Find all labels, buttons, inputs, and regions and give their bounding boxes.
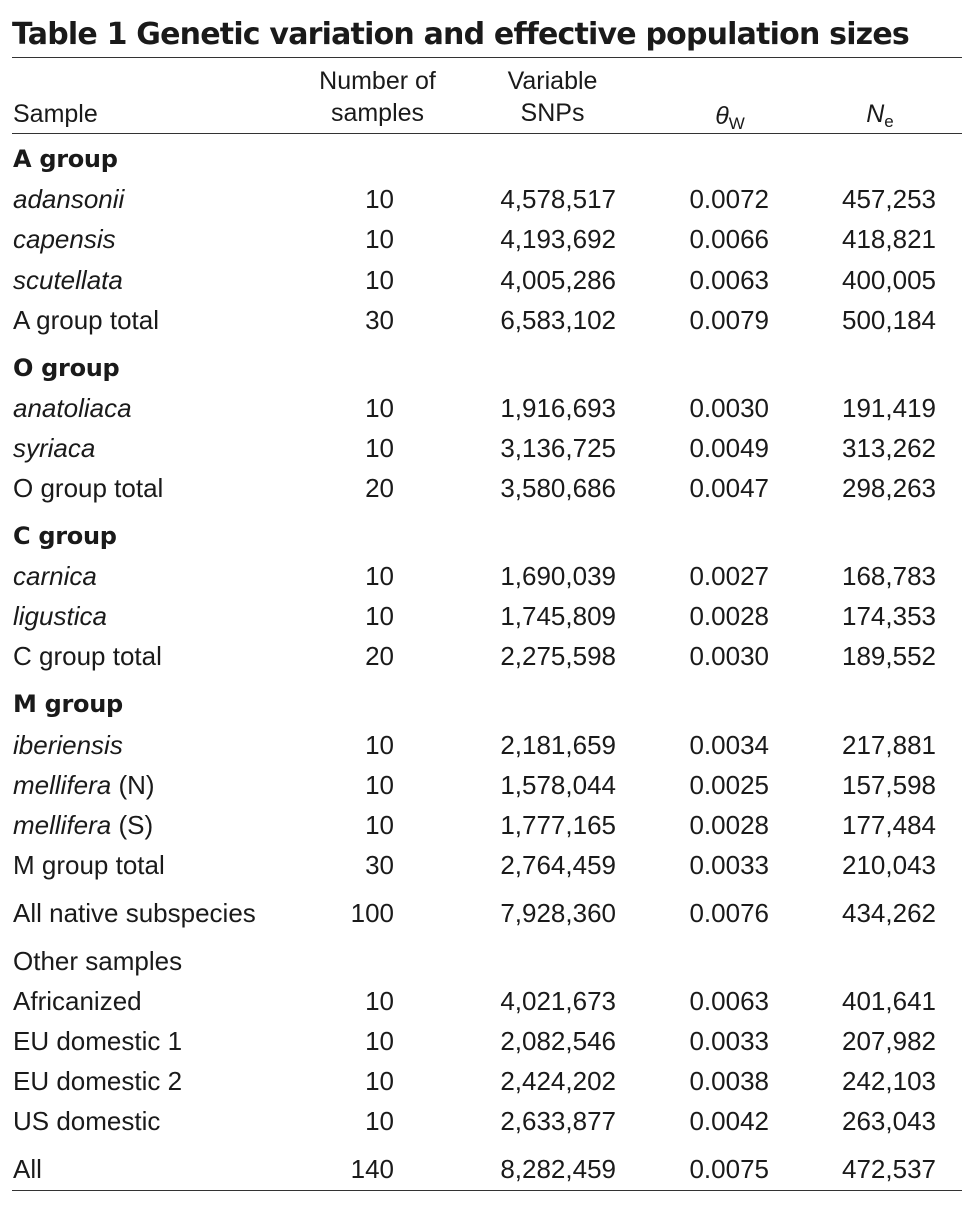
- sample-name: anatoliaca: [13, 393, 132, 423]
- sample-name-italic: mellifera: [13, 770, 112, 800]
- sample-count: 10: [365, 433, 394, 463]
- theta-w-value: 0.0030: [689, 641, 769, 671]
- ne-value: 242,103: [842, 1066, 936, 1096]
- variable-snps-value: 2,082,546: [500, 1026, 616, 1056]
- ne-value: 313,262: [842, 433, 936, 463]
- sample-name: A group total: [13, 305, 159, 335]
- sample-count: 10: [365, 224, 394, 254]
- group-header: O group: [13, 354, 120, 382]
- sample-name: [13, 769, 155, 801]
- sample-name: ligustica: [13, 601, 107, 631]
- ne-value: 210,043: [842, 850, 936, 880]
- variable-snps-value: 1,690,039: [500, 561, 616, 591]
- ne-value: 189,552: [842, 641, 936, 671]
- theta-w-value: 0.0028: [689, 601, 769, 631]
- sample-count: 10: [365, 986, 394, 1016]
- sample-name: adansonii: [13, 184, 125, 214]
- variable-snps-value: 4,021,673: [500, 986, 616, 1016]
- sample-count: 10: [365, 601, 394, 631]
- theta-w-value: 0.0034: [689, 730, 769, 760]
- table-title: Table 1 Genetic variation and effective population sizes: [12, 17, 909, 52]
- ne-value: 207,982: [842, 1026, 936, 1056]
- ne-value: 400,005: [842, 265, 936, 295]
- header-variable-snps: [480, 65, 625, 129]
- theta-w-value: 0.0033: [689, 1026, 769, 1056]
- sample-name: scutellata: [13, 265, 123, 295]
- theta-w-value: 0.0042: [689, 1106, 769, 1136]
- ne-value: 177,484: [842, 810, 936, 840]
- variable-snps-value: 1,578,044: [500, 770, 616, 800]
- theta-w-value: 0.0066: [689, 224, 769, 254]
- theta-w-value: 0.0072: [689, 184, 769, 214]
- theta-w-value: 0.0038: [689, 1066, 769, 1096]
- variable-snps-value: 6,583,102: [500, 305, 616, 335]
- theta-subscript: W: [728, 114, 745, 133]
- variable-snps-value: 7,928,360: [500, 898, 616, 928]
- variable-snps-value: 3,136,725: [500, 433, 616, 463]
- theta-symbol: θ: [715, 102, 729, 130]
- sample-count: 10: [365, 810, 394, 840]
- sample-name: capensis: [13, 224, 116, 254]
- sample-name: Africanized: [13, 986, 142, 1016]
- sample-name: All native subspecies: [13, 898, 256, 928]
- header-sample: Sample: [13, 100, 98, 128]
- sample-name: EU domestic 1: [13, 1026, 183, 1056]
- theta-w-value: 0.0079: [689, 305, 769, 335]
- sample-count: 10: [365, 184, 394, 214]
- header-theta-w: [690, 100, 770, 132]
- theta-w-value: 0.0028: [689, 810, 769, 840]
- ne-subscript: e: [884, 112, 894, 131]
- ne-value: 418,821: [842, 224, 936, 254]
- sample-count: 20: [365, 641, 394, 671]
- theta-w-value: 0.0027: [689, 561, 769, 591]
- sample-count: 100: [350, 898, 394, 928]
- theta-w-value: 0.0049: [689, 433, 769, 463]
- variable-snps-value: 4,005,286: [500, 265, 616, 295]
- sample-name: US domestic: [13, 1106, 161, 1136]
- sample-name-suffix: (S): [111, 810, 154, 840]
- sample-count: 10: [365, 393, 394, 423]
- theta-w-value: 0.0030: [689, 393, 769, 423]
- variable-snps-value: 4,193,692: [500, 224, 616, 254]
- sample-name-suffix: (N): [111, 770, 155, 800]
- top-rule: [12, 57, 962, 58]
- sample-name: [13, 809, 153, 841]
- theta-w-value: 0.0076: [689, 898, 769, 928]
- bottom-rule: [12, 1190, 962, 1191]
- group-header: M group: [13, 690, 123, 718]
- sample-count: 140: [350, 1154, 394, 1184]
- section-label: Other samples: [13, 946, 183, 976]
- ne-value: 263,043: [842, 1106, 936, 1136]
- sample-count: 10: [365, 1026, 394, 1056]
- theta-w-value: 0.0047: [689, 473, 769, 503]
- group-header: A group: [13, 145, 118, 173]
- header-variable-line1: Variable: [507, 67, 598, 95]
- ne-value: 168,783: [842, 561, 936, 591]
- sample-name: carnica: [13, 561, 97, 591]
- variable-snps-value: 4,578,517: [500, 184, 616, 214]
- sample-count: 10: [365, 1066, 394, 1096]
- sample-count: 30: [365, 850, 394, 880]
- sample-count: 10: [365, 561, 394, 591]
- theta-w-value: 0.0075: [689, 1154, 769, 1184]
- variable-snps-value: 1,745,809: [500, 601, 616, 631]
- variable-snps-value: 3,580,686: [500, 473, 616, 503]
- variable-snps-value: 2,633,877: [500, 1106, 616, 1136]
- ne-value: 174,353: [842, 601, 936, 631]
- sample-count: 10: [365, 1106, 394, 1136]
- ne-value: 401,641: [842, 986, 936, 1016]
- variable-snps-value: 2,275,598: [500, 641, 616, 671]
- theta-w-value: 0.0063: [689, 986, 769, 1016]
- sample-name: All: [13, 1154, 42, 1184]
- sample-count: 30: [365, 305, 394, 335]
- ne-value: 472,537: [842, 1154, 936, 1184]
- header-variable-line2: SNPs: [520, 99, 585, 127]
- header-number-line1: Number of: [319, 67, 436, 95]
- sample-count: 10: [365, 770, 394, 800]
- variable-snps-value: 2,424,202: [500, 1066, 616, 1096]
- ne-value: 157,598: [842, 770, 936, 800]
- header-number-of-samples: [300, 65, 455, 129]
- variable-snps-value: 8,282,459: [500, 1154, 616, 1184]
- sample-name: EU domestic 2: [13, 1066, 183, 1096]
- theta-w-value: 0.0063: [689, 265, 769, 295]
- variable-snps-value: 2,181,659: [500, 730, 616, 760]
- ne-value: 191,419: [842, 393, 936, 423]
- theta-w-value: 0.0025: [689, 770, 769, 800]
- variable-snps-value: 1,777,165: [500, 810, 616, 840]
- sample-count: 10: [365, 265, 394, 295]
- theta-w-value: 0.0033: [689, 850, 769, 880]
- ne-value: 298,263: [842, 473, 936, 503]
- sample-name: syriaca: [13, 433, 96, 463]
- group-header: C group: [13, 522, 117, 550]
- sample-name: O group total: [13, 473, 164, 503]
- ne-symbol: N: [866, 100, 885, 128]
- header-number-line2: samples: [330, 99, 425, 127]
- sample-name: M group total: [13, 850, 165, 880]
- sample-name-italic: mellifera: [13, 810, 112, 840]
- ne-value: 217,881: [842, 730, 936, 760]
- sample-count: 10: [365, 730, 394, 760]
- ne-value: 500,184: [842, 305, 936, 335]
- header-ne: [850, 98, 910, 130]
- variable-snps-value: 2,764,459: [500, 850, 616, 880]
- ne-value: 457,253: [842, 184, 936, 214]
- header-rule: [12, 133, 962, 134]
- sample-name: C group total: [13, 641, 162, 671]
- ne-value: 434,262: [842, 898, 936, 928]
- sample-count: 20: [365, 473, 394, 503]
- variable-snps-value: 1,916,693: [500, 393, 616, 423]
- sample-name: iberiensis: [13, 730, 123, 760]
